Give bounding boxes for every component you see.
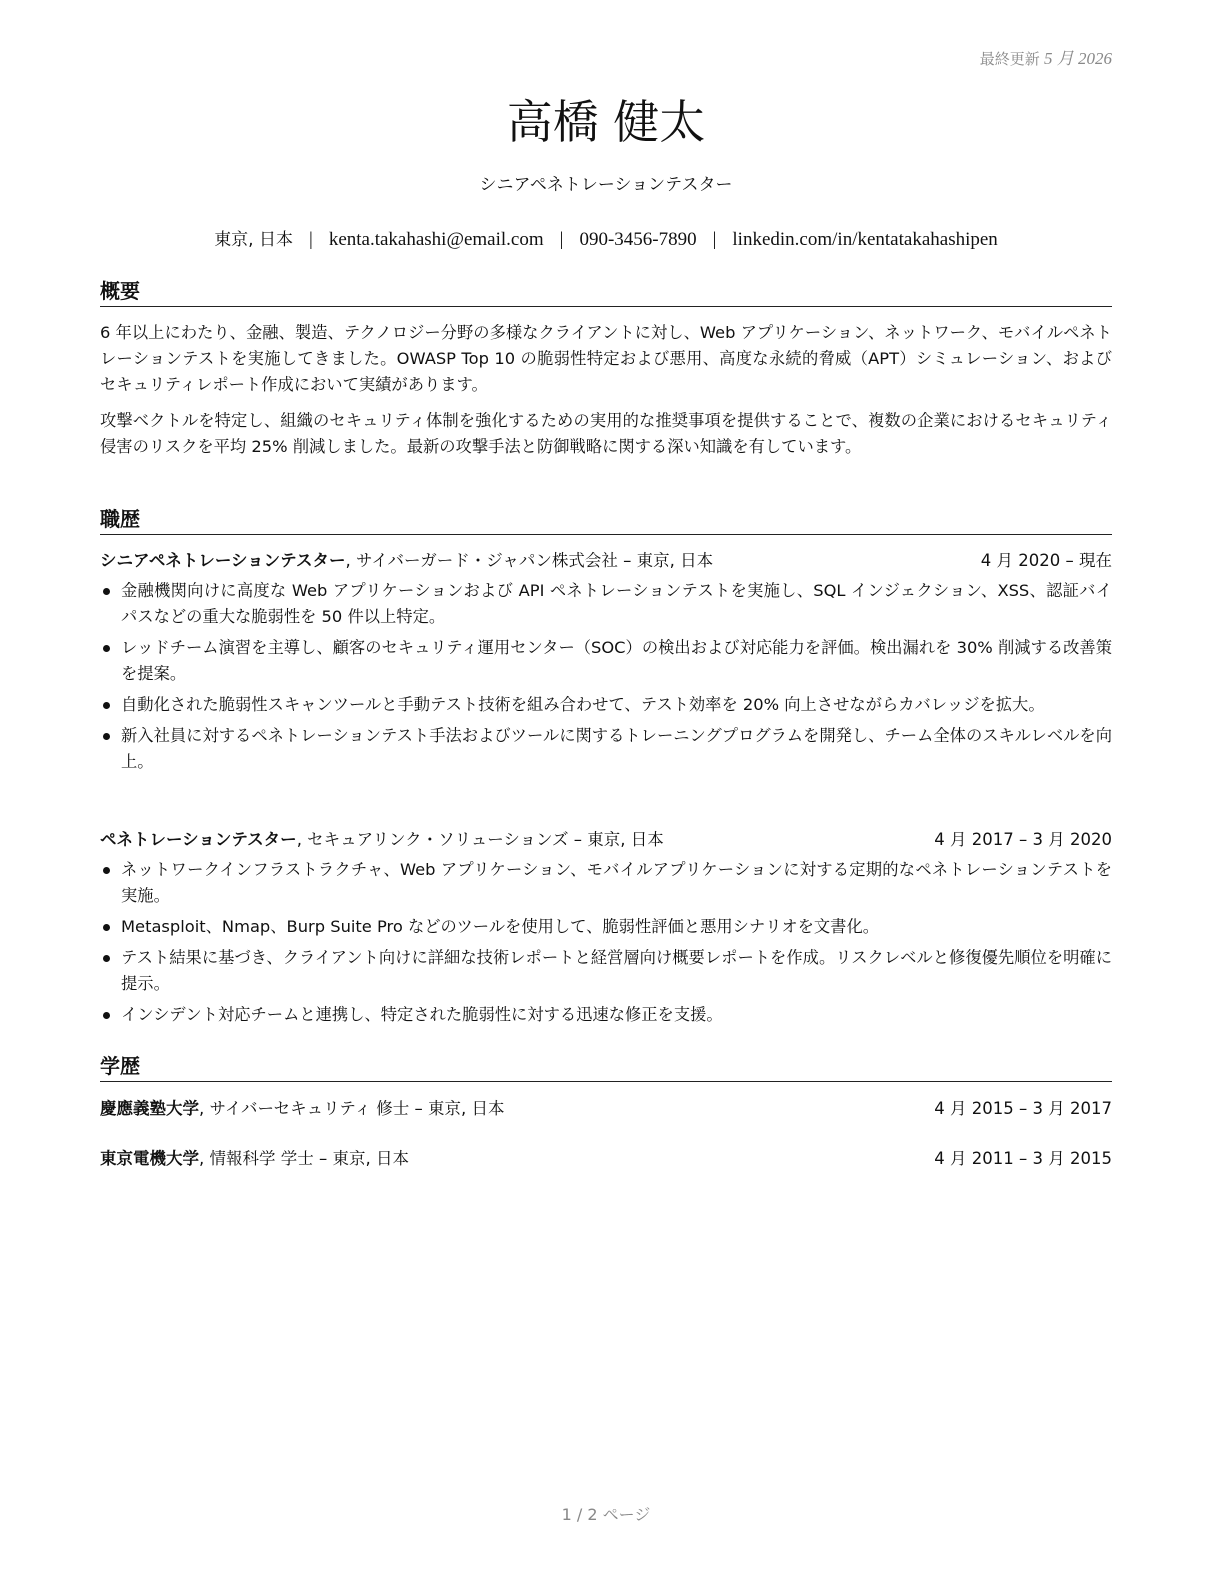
job-bullet-text: Metasploit、Nmap、Burp Suite Pro などのツールを使用して、脆弱性評価と悪用シナリオを文書化。 bbox=[121, 917, 880, 936]
job-role: ペネトレーションテスター bbox=[100, 830, 297, 849]
bullet-dot-icon bbox=[103, 1012, 110, 1019]
job-bullet bbox=[100, 857, 1112, 909]
job-bullet-text: 自動化された脆弱性スキャンツールと手動テスト技術を組み合わせて、テスト効率を 20% 向上させながらカバレッジを拡大。 bbox=[121, 695, 1045, 714]
job-bullet-text: インシデント対応チームと連携し、特定された脆弱性に対する迅速な修正を支援。 bbox=[121, 1005, 723, 1024]
education-entry bbox=[100, 1146, 1112, 1172]
job-bullets bbox=[100, 857, 1112, 1033]
job-bullet-text: 金融機関向けに高度な Web アプリケーションおよび API ペネトレーションテストを実施し、SQL インジェクション、XSS、認証バイパスなどの重大な脆弱性を 50 件以上特定。 bbox=[121, 581, 1112, 626]
education-degree: , 情報科学 学士 – 東京, 日本 bbox=[199, 1149, 409, 1168]
job-bullet-text: 新入社員に対するペネトレーションテスト手法およびツールに関するトレーニングプログラムを開発し、チーム全体のスキルレベルを向上。 bbox=[121, 726, 1112, 771]
contact-location: 東京, 日本 bbox=[214, 230, 293, 250]
summary-paragraph: 6 年以上にわたり、金融、製造、テクノロジー分野の多様なクライアントに対し、Web アプリケーション、ネットワーク、モバイルペネトレーションテストを実施してきました。OWASP Top 10 の脆弱性特定および悪用、高度な永続的脅威（APT）シミュレーション、およびセキュリティレポート作成において実績があります。 bbox=[100, 323, 1112, 394]
job-company: , セキュアリンク・ソリューションズ – 東京, 日本 bbox=[296, 830, 664, 849]
education-entry bbox=[100, 1096, 1112, 1122]
education-degree: , サイバーセキュリティ 修士 – 東京, 日本 bbox=[199, 1099, 505, 1118]
job-bullet-text: ネットワークインフラストラクチャ、Web アプリケーション、モバイルアプリケーションに対する定期的なペネトレーションテストを実施。 bbox=[121, 860, 1112, 905]
job-bullet-text: テスト結果に基づき、クライアント向けに詳細な技術レポートと経営層向け概要レポートを作成。リスクレベルと修復優先順位を明確に提示。 bbox=[121, 948, 1112, 993]
job-bullet bbox=[100, 945, 1112, 997]
job-bullet bbox=[100, 635, 1112, 687]
job-entry-header bbox=[100, 827, 1112, 853]
job-company: , サイバーガード・ジャパン株式会社 – 東京, 日本 bbox=[345, 551, 714, 570]
education-school: 東京電機大学 bbox=[100, 1149, 199, 1168]
contact-separator: | bbox=[309, 229, 313, 250]
contact-linkedin[interactable]: linkedin.com/in/kentatakahashipen bbox=[732, 229, 998, 250]
resume-page bbox=[100, 0, 1112, 1584]
contact-line bbox=[100, 225, 1112, 251]
job-dates: 4 月 2017 – 3 月 2020 bbox=[934, 830, 1112, 849]
education-heading: 学歴 bbox=[100, 1053, 1112, 1082]
job-role: シニアペネトレーションテスター bbox=[100, 551, 346, 570]
education-dates: 4 月 2011 – 3 月 2015 bbox=[934, 1149, 1112, 1168]
candidate-name: 高橋 健太 bbox=[506, 95, 706, 149]
job-dates: 4 月 2020 – 現在 bbox=[980, 551, 1112, 570]
job-entry-header bbox=[100, 548, 1112, 574]
job-bullet bbox=[100, 1002, 1112, 1028]
job-bullet-text: レッドチーム演習を主導し、顧客のセキュリティ運用センター（SOC）の検出および対応能力を評価。検出漏れを 30% 削減する改善策を提案。 bbox=[121, 638, 1112, 683]
contact-separator: | bbox=[559, 229, 564, 250]
bullet-dot-icon bbox=[103, 733, 110, 740]
job-bullet bbox=[100, 914, 1112, 940]
education-dates: 4 月 2015 – 3 月 2017 bbox=[934, 1099, 1112, 1118]
experience-heading: 職歴 bbox=[100, 506, 1112, 535]
contact-separator: | bbox=[712, 229, 717, 250]
summary-paragraph: 攻撃ベクトルを特定し、組織のセキュリティ体制を強化するための実用的な推奨事項を提供することで、複数の企業におけるセキュリティ侵害のリスクを平均 25% 削減しました。最新の攻撃手法と防御戦略に関する深い知識を有しています。 bbox=[100, 411, 1112, 456]
bullet-dot-icon bbox=[103, 702, 110, 709]
job-bullet bbox=[100, 692, 1112, 718]
last-updated-date: 5 月 2026 bbox=[1044, 49, 1112, 68]
bullet-dot-icon bbox=[103, 867, 110, 874]
bullet-dot-icon bbox=[103, 924, 110, 931]
job-bullets bbox=[100, 578, 1112, 780]
candidate-title: シニアペネトレーションテスター bbox=[479, 175, 733, 195]
job-bullet bbox=[100, 723, 1112, 775]
contact-email[interactable]: kenta.takahashi@email.com bbox=[328, 229, 544, 250]
summary-heading: 概要 bbox=[100, 278, 1112, 307]
last-updated-label: 最終更新 bbox=[979, 50, 1040, 68]
contact-phone[interactable]: 090-3456-7890 bbox=[579, 229, 697, 250]
job-bullet bbox=[100, 578, 1112, 630]
bullet-dot-icon bbox=[103, 955, 110, 962]
bullet-dot-icon bbox=[103, 588, 110, 595]
education-school: 慶應義塾大学 bbox=[100, 1099, 199, 1118]
bullet-dot-icon bbox=[103, 645, 110, 652]
last-updated bbox=[980, 44, 1112, 69]
page-number: 1 / 2 ページ bbox=[561, 1505, 651, 1524]
